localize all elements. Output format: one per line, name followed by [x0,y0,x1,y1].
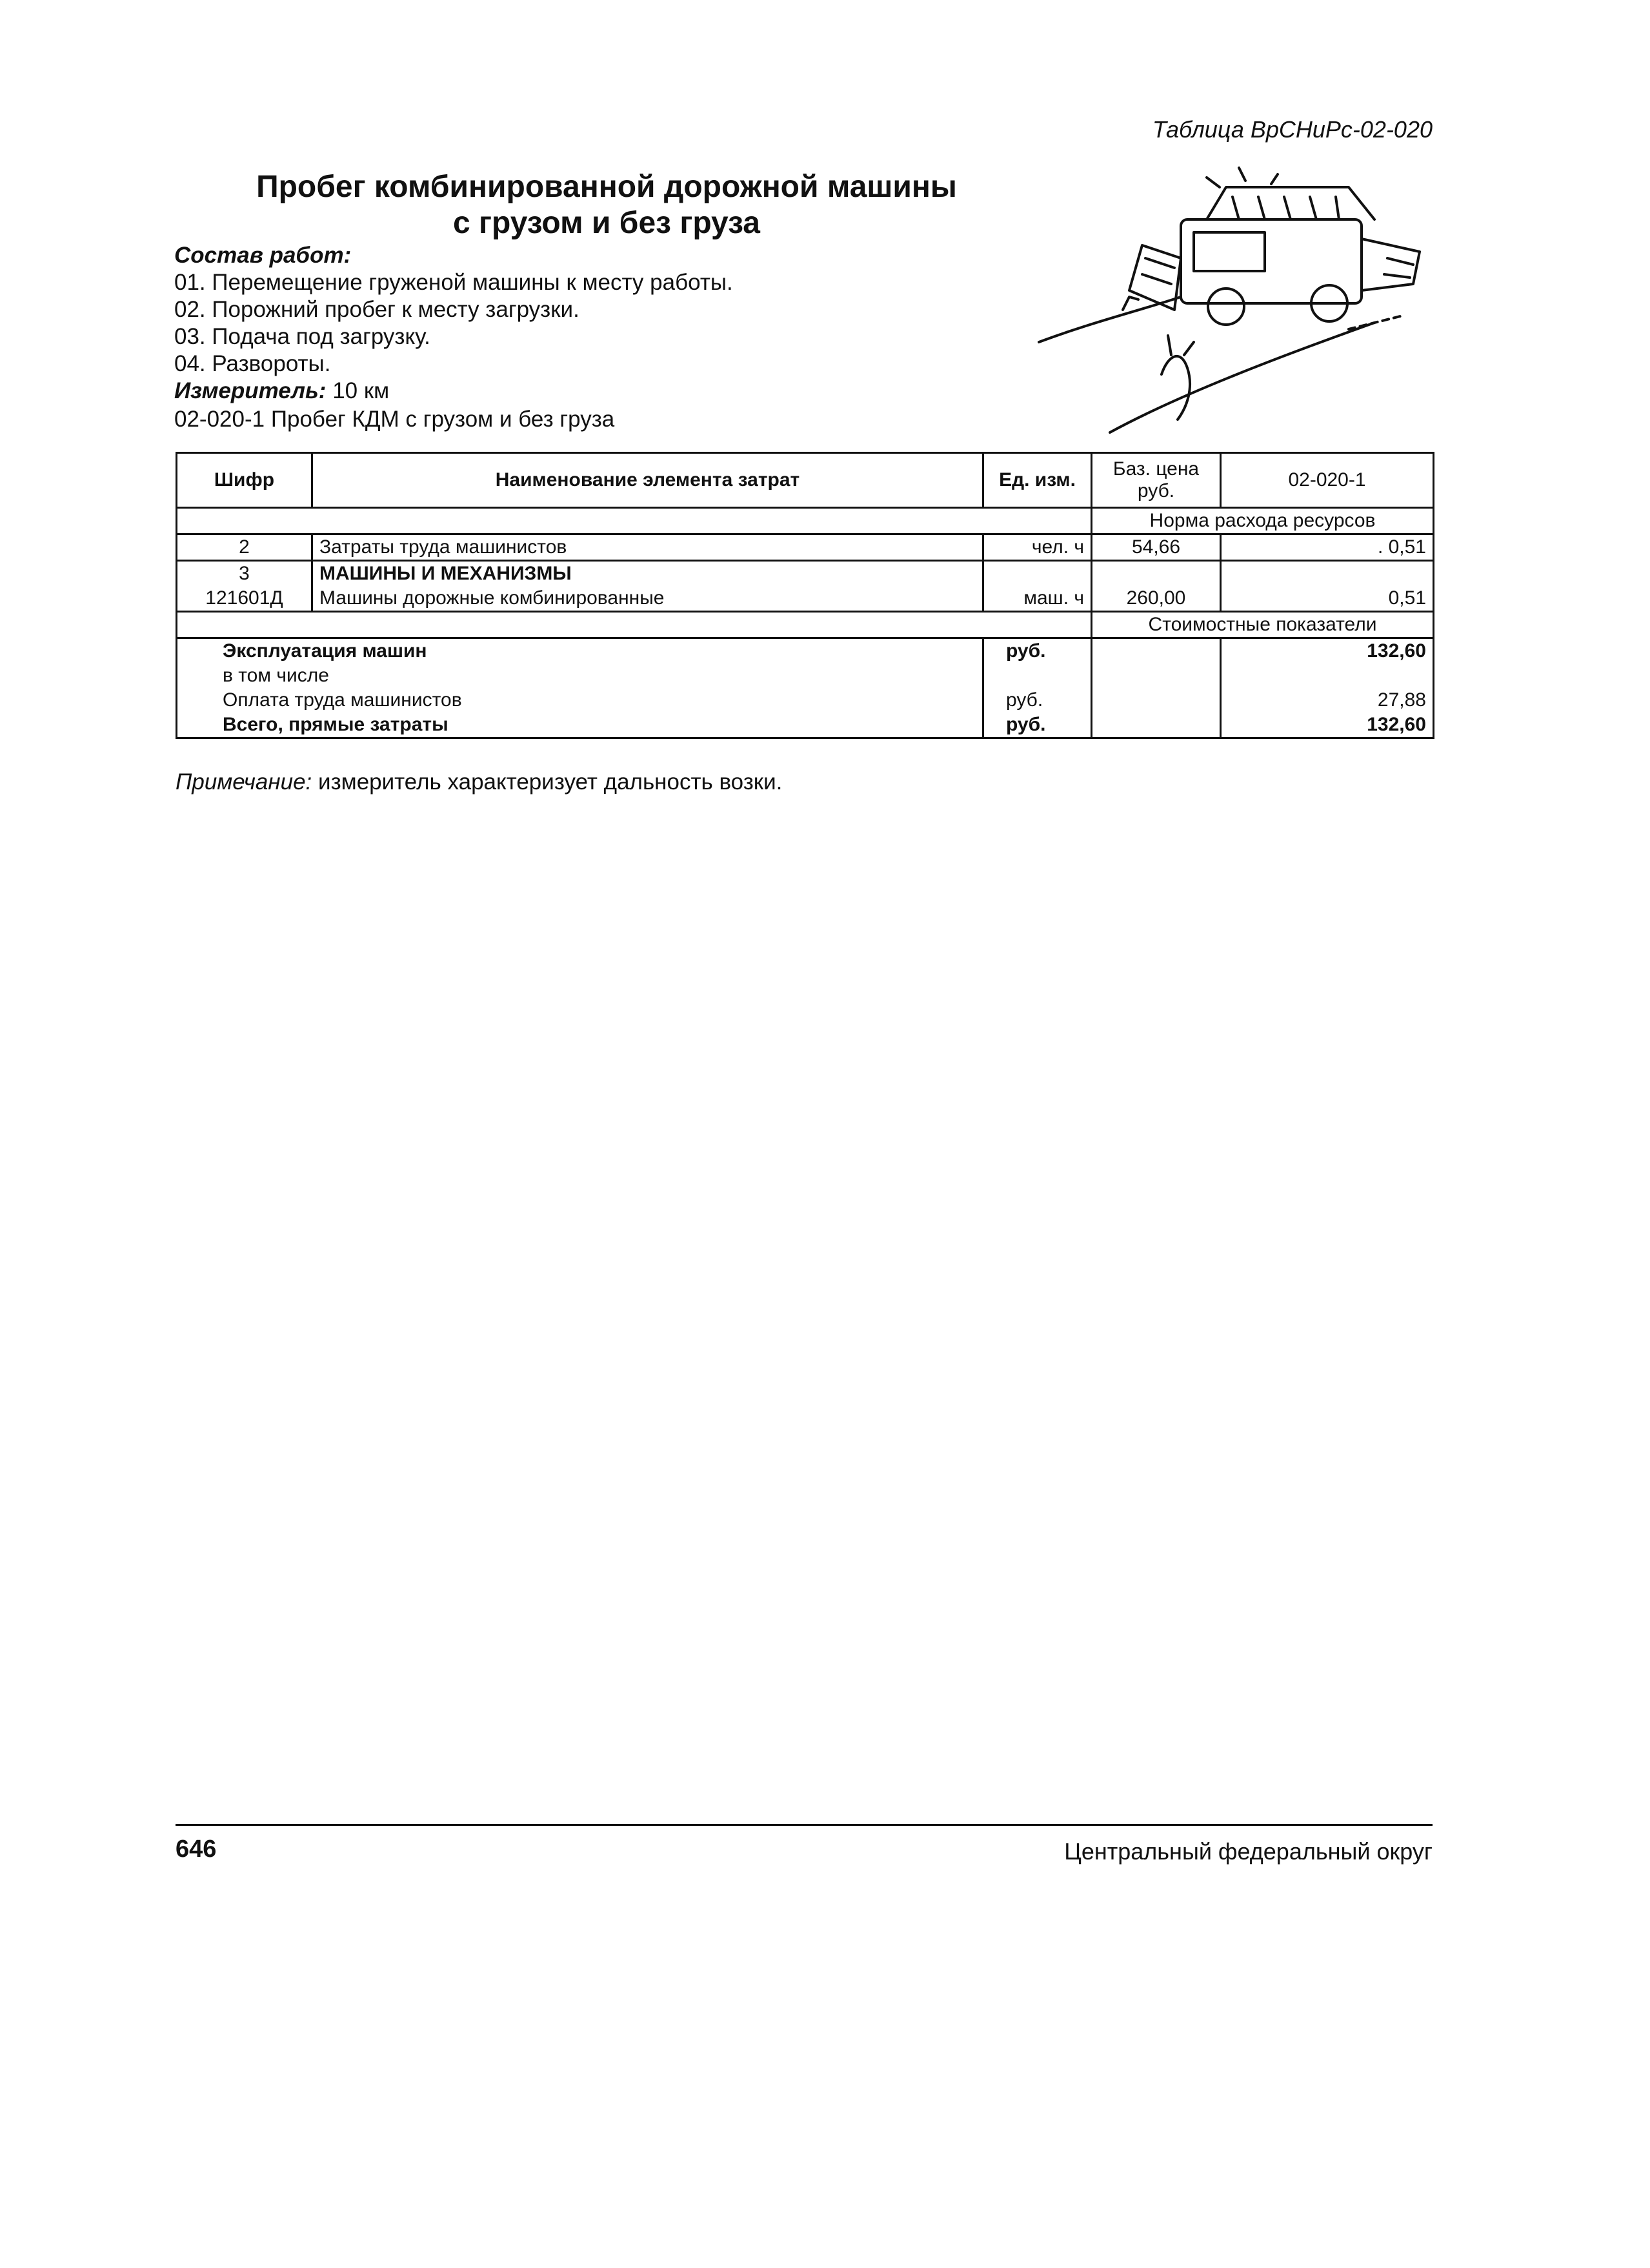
footer-region: Центральный федеральный округ [1064,1838,1433,1865]
row-price [1092,561,1221,587]
resource-table [176,452,1434,739]
cost-name: Всего, прямые затраты [177,713,983,738]
work-item: 02. Порожний пробег к месту загрузки. [174,297,579,322]
row-value: 0,51 [1221,586,1434,612]
note-text: измеритель характеризует дальность возки. [318,769,783,795]
cost-row [177,663,1434,688]
title-line-1: Пробег комбинированной дорожной машины [256,170,957,204]
row-price: 260,00 [1092,586,1221,612]
section-costs: Стоимостные показатели [1092,612,1434,638]
cost-row [177,713,1434,738]
table-row [177,586,1434,612]
header-column: 02-020-1 [1221,453,1434,508]
work-item: 03. Подача под загрузку. [174,324,430,349]
section-row [177,612,1434,638]
work-item: 01. Перемещение груженой машины к месту работы. [174,270,733,295]
row-name: Машины дорожные комбинированные [312,586,983,612]
row-code: 2 [177,534,312,561]
meter-value: 10 км [332,378,390,403]
meter-label: Измеритель: [174,378,327,403]
row-price: 54,66 [1092,534,1221,561]
cost-value: 132,60 [1221,638,1434,664]
table-row [177,534,1434,561]
cost-name: Оплата труда машинистов [177,688,983,713]
row-code: 3 [177,561,312,587]
row-name: МАШИНЫ И МЕХАНИЗМЫ [312,561,983,587]
header-price: Баз. цена руб. [1092,453,1221,508]
cost-unit: руб. [983,713,1092,738]
row-value: . 0,51 [1221,534,1434,561]
cost-unit: руб. [983,688,1092,713]
cost-unit: руб. [983,638,1092,664]
header-unit: Ед. изм. [983,453,1092,508]
row-unit: маш. ч [983,586,1092,612]
section-norms: Норма расхода ресурсов [1092,508,1434,534]
header-code: Шифр [177,453,312,508]
table-row [177,561,1434,587]
section-row [177,508,1434,534]
title-line-2: с грузом и без груза [452,206,760,240]
page-number: 646 [176,1836,217,1863]
code-line: 02-020-1 Пробег КДМ с грузом и без груза [174,407,615,432]
cost-value: 27,88 [1221,688,1434,713]
footer-divider [176,1824,1433,1826]
row-code: 121601Д [177,586,312,612]
note-label: Примечание: [176,769,312,795]
table-reference: Таблица ВрСНиРс-02-020 [1152,116,1433,143]
work-item: 04. Развороты. [174,351,331,376]
cost-unit [983,663,1092,688]
page-title [194,169,1020,241]
cost-value: 132,60 [1221,713,1434,738]
row-name: Затраты труда машинистов [312,534,983,561]
work-heading: Состав работ: [174,243,352,268]
cost-value [1221,663,1434,688]
header-name: Наименование элемента затрат [312,453,983,508]
row-unit [983,561,1092,587]
cost-row [177,638,1434,664]
cost-row [177,688,1434,713]
cost-name: Эксплуатация машин [177,638,983,664]
table-header-row [177,453,1434,508]
row-value [1221,561,1434,587]
row-unit: чел. ч [983,534,1092,561]
meter-line [174,377,389,405]
cost-name: в том числе [177,663,983,688]
note [176,769,782,795]
road-machine-illustration [1013,161,1439,439]
